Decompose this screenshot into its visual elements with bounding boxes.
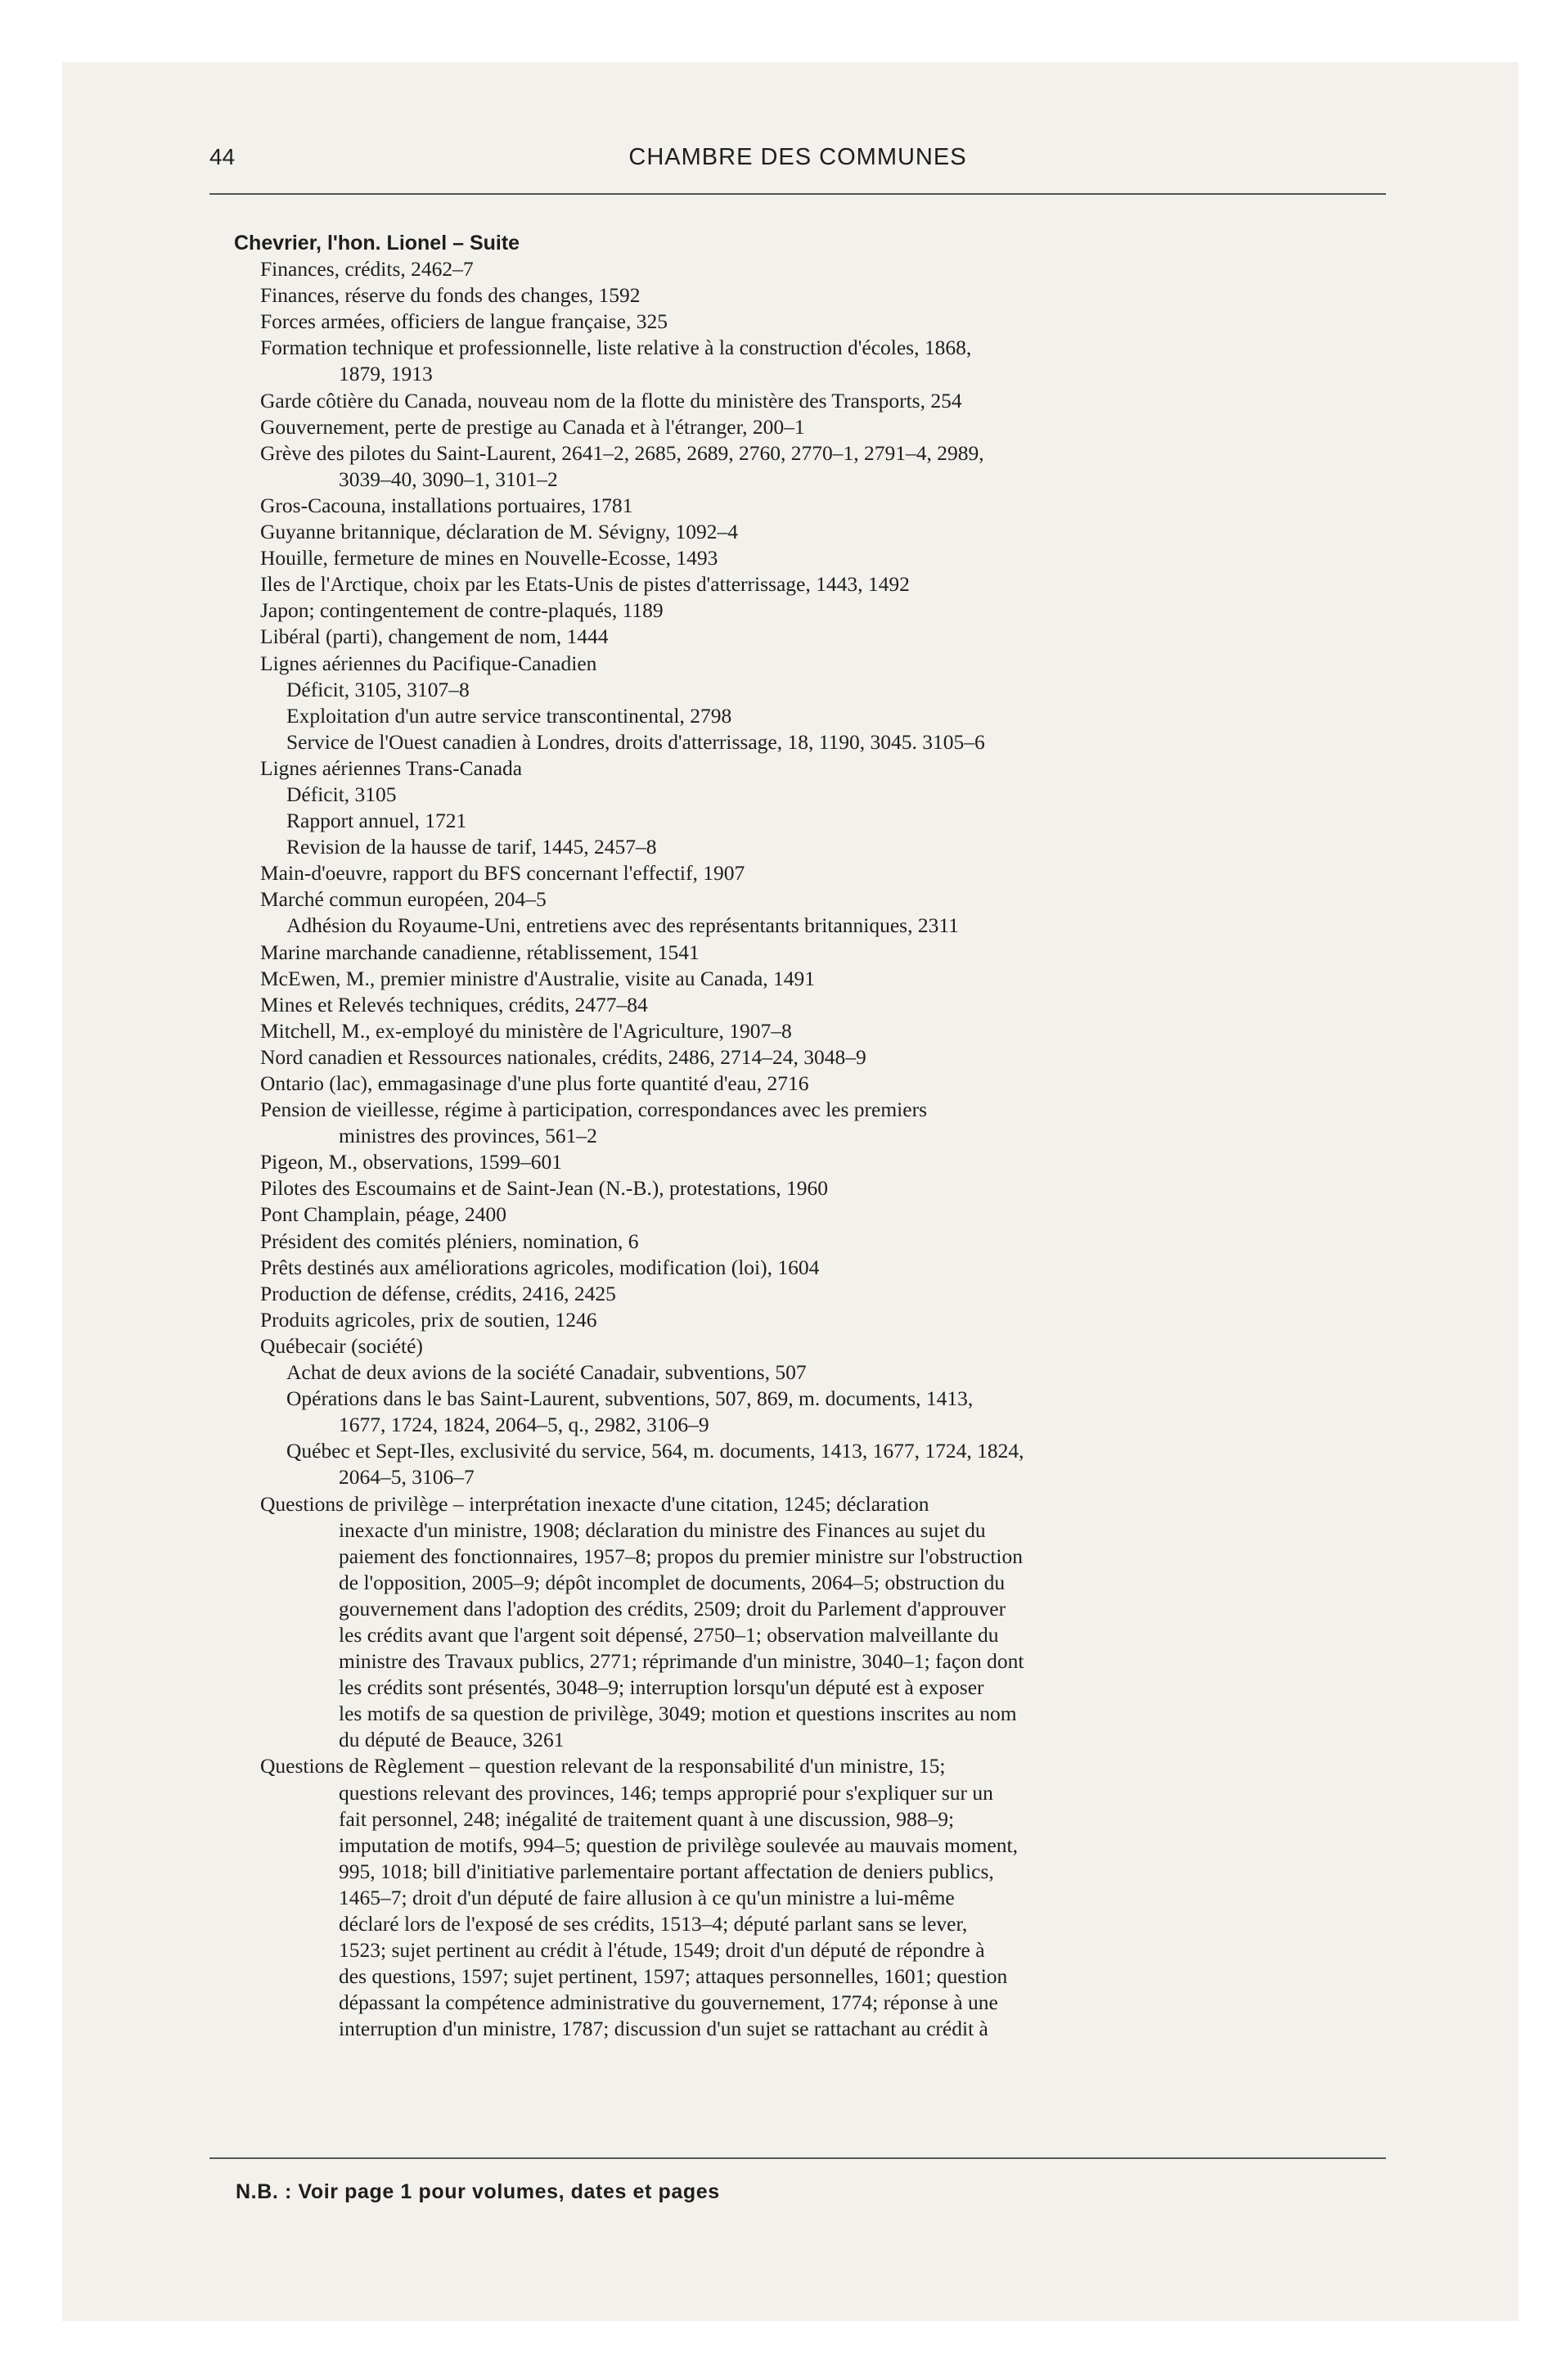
index-line: ministres des provinces, 561–2 [339,1124,597,1148]
index-line: des questions, 1597; sujet pertinent, 1597; attaques personnelles, 1601; question [339,1964,1008,1989]
index-line: Prêts destinés aux améliorations agricoles, modification (loi), 1604 [260,1255,820,1279]
index-line: Questions de Règlement – question relevant de la responsabilité d'un ministre, 15; [260,1754,946,1778]
index-line: Québecair (société) [260,1333,423,1358]
index-line: déclaré lors de l'exposé de ses crédits, 1513–4; député parlant sans se lever, [339,1912,968,1936]
index-line: Mines et Relevés techniques, crédits, 2477–84 [260,992,648,1016]
index-line: Rapport annuel, 1721 [286,809,467,833]
index-line: Lignes aériennes du Pacifique-Canadien [260,651,597,675]
index-line: 3039–40, 3090–1, 3101–2 [339,467,558,491]
index-line: Pension de vieillesse, régime à participation, correspondances avec les premiers [260,1098,927,1122]
index-line: Forces armées, officiers de langue française, 325 [260,309,668,334]
index-line: 995, 1018; bill d'initiative parlementaire portant affectation de deniers publics, [339,1859,994,1883]
index-line: inexacte d'un ministre, 1908; déclaration du ministre des Finances au sujet du [339,1517,986,1542]
footer-note: N.B. : Voir page 1 pour volumes, dates et pages [236,2180,720,2203]
index-line: Produits agricoles, prix de soutien, 1246 [260,1307,597,1332]
page-header [209,144,1386,210]
index-line: 1677, 1724, 1824, 2064–5, q., 2982, 3106–9 [339,1413,709,1437]
index-line: Mitchell, M., ex-employé du ministère de l'Agriculture, 1907–8 [260,1018,792,1043]
index-line: Québec et Sept-Iles, exclusivité du service, 564, m. documents, 1413, 1677, 1724, 1824, [286,1439,1024,1463]
index-line: Main-d'oeuvre, rapport du BFS concernant l'effectif, 1907 [260,861,745,886]
index-line: fait personnel, 248; inégalité de traitement quant à une discussion, 988–9; [339,1806,955,1831]
index-line: Iles de l'Arctique, choix par les Etats-Unis de pistes d'atterrissage, 1443, 1492 [260,572,910,597]
index-heading: Chevrier, l'hon. Lionel – Suite [234,232,520,255]
index-line: Grève des pilotes du Saint-Laurent, 2641–2, 2685, 2689, 2760, 2770–1, 2791–4, 2989, [260,440,984,465]
index-line: gouvernement dans l'adoption des crédits, 2509; droit du Parlement d'approuver [339,1596,1006,1620]
index-line: les motifs de sa question de privilège, 3049; motion et questions inscrites au nom [339,1702,1017,1726]
index-line: Service de l'Ouest canadien à Londres, droits d'atterrissage, 18, 1190, 3045. 3105–6 [286,729,985,754]
index-line: 1879, 1913 [339,362,433,386]
index-line: Revision de la hausse de tarif, 1445, 2457–8 [286,835,657,859]
index-line: Gros-Cacouna, installations portuaires, 1781 [260,493,633,517]
index-line: Achat de deux avions de la société Canadair, subventions, 507 [286,1360,807,1385]
index-line: Libéral (parti), changement de nom, 1444 [260,624,609,649]
index-entries [234,230,1396,2042]
index-line: Président des comités pléniers, nomination, 6 [260,1228,639,1253]
index-line: Adhésion du Royaume-Uni, entretiens avec des représentants britanniques, 2311 [286,913,959,938]
page-title: CHAMBRE DES COMMUNES [628,144,967,170]
index-line: 1465–7; droit d'un député de faire allusion à ce qu'un ministre a lui-même [339,1885,955,1909]
index-line: 2064–5, 3106–7 [339,1465,475,1490]
index-line: ministre des Travaux publics, 2771; réprimande d'un ministre, 3040–1; façon dont [339,1649,1024,1674]
index-line: Finances, réserve du fonds des changes, 1592 [260,283,641,308]
index-line: Formation technique et professionnelle, liste relative à la construction d'écoles, 1868, [260,336,972,360]
index-line: du député de Beauce, 3261 [339,1728,565,1752]
index-line: Production de défense, crédits, 2416, 2425 [260,1281,616,1305]
header-divider [209,193,1386,195]
index-line: Pont Champlain, péage, 2400 [260,1202,506,1227]
index-line: Questions de privilège – interprétation inexacte d'une citation, 1245; déclaration [260,1491,929,1516]
index-line: de l'opposition, 2005–9; dépôt incomplet de documents, 2064–5; obstruction du [339,1570,1006,1594]
index-line: dépassant la compétence administrative du gouvernement, 1774; réponse à une [339,1990,998,2015]
index-line: Exploitation d'un autre service transcontinental, 2798 [286,703,732,728]
index-line: Nord canadien et Ressources nationales, crédits, 2486, 2714–24, 3048–9 [260,1044,866,1069]
index-line: Gouvernement, perte de prestige au Canada et à l'étranger, 200–1 [260,414,805,439]
index-line: interruption d'un ministre, 1787; discussion d'un sujet se rattachant au crédit à [339,2017,988,2041]
index-line: les crédits avant que l'argent soit dépensé, 2750–1; observation malveillante du [339,1622,999,1647]
index-line: Déficit, 3105, 3107–8 [286,677,470,701]
index-line: Garde côtière du Canada, nouveau nom de la flotte du ministère des Transports, 254 [260,388,962,412]
index-line: Marché commun européen, 204–5 [260,887,547,912]
index-line: Opérations dans le bas Saint-Laurent, subventions, 507, 869, m. documents, 1413, [286,1386,974,1411]
page-number: 44 [209,144,236,169]
footer-divider [209,2157,1386,2159]
index-line: paiement des fonctionnaires, 1957–8; propos du premier ministre sur l'obstruction [339,1544,1024,1568]
index-line: Pilotes des Escoumains et de Saint-Jean (N.-B.), protestations, 1960 [260,1176,829,1201]
index-line: Japon; contingentement de contre-plaqués, 1189 [260,598,664,623]
index-line: Déficit, 3105 [286,782,397,806]
index-line: McEwen, M., premier ministre d'Australie, visite au Canada, 1491 [260,966,816,990]
scanned-page [62,62,1519,2321]
index-line: Marine marchande canadienne, rétablissement, 1541 [260,940,700,964]
index-line: imputation de motifs, 994–5; question de privilège soulevée au mauvais moment, [339,1832,1019,1857]
index-line: les crédits sont présentés, 3048–9; interruption lorsqu'un député est à exposer [339,1675,984,1700]
index-line: questions relevant des provinces, 146; temps approprié pour s'expliquer sur un [339,1780,993,1805]
index-line: Ontario (lac), emmagasinage d'une plus forte quantité d'eau, 2716 [260,1071,809,1095]
index-line: Pigeon, M., observations, 1599–601 [260,1150,563,1174]
index-line: Guyanne britannique, déclaration de M. Sévigny, 1092–4 [260,520,738,544]
index-line: Finances, crédits, 2462–7 [260,257,474,282]
index-line: Houille, fermeture de mines en Nouvelle-Ecosse, 1493 [260,546,718,570]
index-line: 1523; sujet pertinent au crédit à l'étude, 1549; droit d'un député de répondre à [339,1938,985,1963]
index-line: Lignes aériennes Trans-Canada [260,755,523,780]
